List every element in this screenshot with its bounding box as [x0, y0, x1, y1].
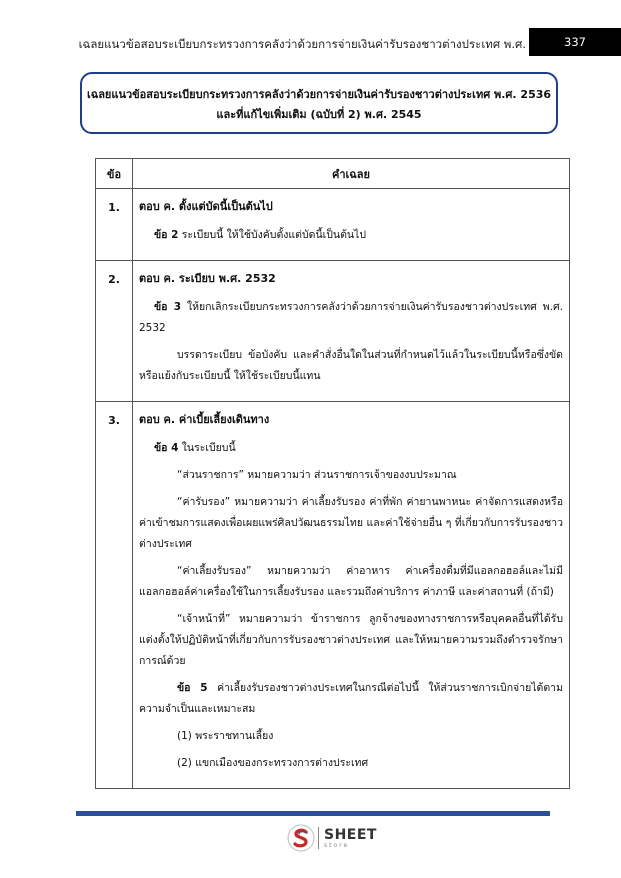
- running-header-text: เฉลยแนวข้อสอบระเบียบกระทรวงการคลังว่าด้วยการจ่ายเงินค่ารับรองชาวต่างประเทศ พ.ศ.: [78, 37, 526, 51]
- paragraph: [139, 492, 563, 555]
- header-number: ข้อ: [96, 159, 133, 189]
- logo-sub: store: [324, 841, 350, 849]
- table-row: [96, 261, 570, 402]
- answer-text: ตอบ ค. ระเบียบ พ.ศ. 2532: [139, 272, 276, 285]
- row-content: [133, 402, 570, 789]
- paragraph: [139, 678, 563, 720]
- row-number: 2.: [96, 261, 133, 402]
- logo-divider: [318, 827, 319, 849]
- table-header-row: [96, 159, 570, 189]
- footer-rule: [76, 811, 550, 816]
- page-number: 337: [529, 28, 621, 56]
- paragraph: [139, 726, 563, 747]
- clause-label: ข้อ 4: [154, 442, 179, 454]
- answer-table: [95, 158, 570, 789]
- paragraph: [139, 465, 563, 486]
- paragraph: [139, 225, 563, 246]
- row-content: [133, 261, 570, 402]
- paragraph-text: “ค่าเลี้ยงรับรอง” หมายความว่า ค่าอาหาร ค่าเครื่องดื่มที่มีแอลกอฮอล์และไม่มีแอลกอฮอล์ค่าเครื่องใช้ในการเลี้ยงรับรอง และรวมถึงค่าบริการ ค่าภาษี และค่าสถานที่ (ถ้ามี): [139, 565, 563, 598]
- answer-text: ตอบ ค. ตั้งแต่บัดนี้เป็นต้นไป: [139, 200, 273, 213]
- answer-text: ตอบ ค. ค่าเบี้ยเลี้ยงเดินทาง: [139, 413, 270, 426]
- paragraph-text: “เจ้าหน้าที่” หมายความว่า ข้าราชการ ลูกจ้างของทางราชการหรือบุคคลอื่นที่ได้รับแต่งตั้งให้ปฏิบัติหน้าที่เกี่ยวกับการรับรองชาวต่างประเทศ และให้หมายความรวมถึงตำรวจรักษาการณ์ด้วย: [139, 613, 563, 667]
- paragraph-text: (1) พระราชทานเลี้ยง: [177, 730, 274, 742]
- title-line-2: และที่แก้ไขเพิ่มเติม (ฉบับที่ 2) พ.ศ. 2545: [216, 108, 422, 121]
- paragraph: [139, 345, 563, 387]
- header-answer: คำเฉลย: [133, 159, 570, 189]
- table-row: [96, 402, 570, 789]
- sheet-store-s-icon: [287, 824, 315, 852]
- paragraph-text: ในระเบียบนี้: [178, 442, 236, 454]
- paragraph-text: บรรดาระเบียบ ข้อบังคับ และคำสั่งอื่นใดในส่วนที่กำหนดไว้แล้วในระเบียบนี้หรือซึ่งขัดหรือแย้งกับระเบียบนี้ ให้ใช้ระเบียบนี้แทน: [139, 349, 563, 382]
- row-content: [133, 189, 570, 261]
- clause-label: ข้อ 5: [177, 682, 208, 694]
- paragraph-text: ระเบียบนี้ ให้ใช้บังคับตั้งแต่บัดนี้เป็นต้นไป: [178, 229, 367, 241]
- paragraph: [139, 561, 563, 603]
- clause-label: ข้อ 3: [154, 301, 182, 313]
- paragraph: [139, 297, 563, 339]
- clause-label: ข้อ 2: [154, 229, 179, 241]
- table-row: [96, 189, 570, 261]
- title-line-1: เฉลยแนวข้อสอบระเบียบกระทรวงการคลังว่าด้วยการจ่ายเงินค่ารับรองชาวต่างประเทศ พ.ศ. 2536: [86, 88, 552, 101]
- paragraph: [139, 609, 563, 672]
- running-header: [0, 28, 621, 58]
- title-box: [80, 72, 558, 134]
- paragraph: [139, 438, 563, 459]
- sheet-store-logo: [287, 822, 377, 854]
- paragraph-text: ให้ยกเลิกระเบียบกระทรวงการคลังว่าด้วยการจ่ายเงินค่ารับรองชาวต่างประเทศ พ.ศ. 2532: [139, 301, 563, 334]
- logo-text: [324, 828, 377, 849]
- row-number: 3.: [96, 402, 133, 789]
- paragraph-text: “ส่วนราชการ” หมายความว่า ส่วนราชการเจ้าของงบประมาณ: [177, 469, 457, 481]
- paragraph-text: ค่าเลี้ยงรับรองชาวต่างประเทศในกรณีต่อไปนี้ ให้ส่วนราชการเบิกจ่ายได้ตามความจำเป็นและเหมาะสม: [139, 682, 563, 715]
- logo-word: SHEET: [324, 826, 377, 843]
- row-number: 1.: [96, 189, 133, 261]
- paragraph-text: (2) แขกเมืองของกระทรวงการต่างประเทศ: [177, 757, 369, 769]
- paragraph: [139, 753, 563, 774]
- paragraph-text: “ค่ารับรอง” หมายความว่า ค่าเลี้ยงรับรอง ค่าที่พัก ค่ายานพาหนะ ค่าจัดการแสดงหรือค่าเข้าชมการแสดงเพื่อเผยแพร่ศิลปวัฒนธรรมไทย และค่าใช้จ่ายอื่น ๆ ที่เกี่ยวกับการรับรองชาวต่างประเทศ: [139, 496, 563, 550]
